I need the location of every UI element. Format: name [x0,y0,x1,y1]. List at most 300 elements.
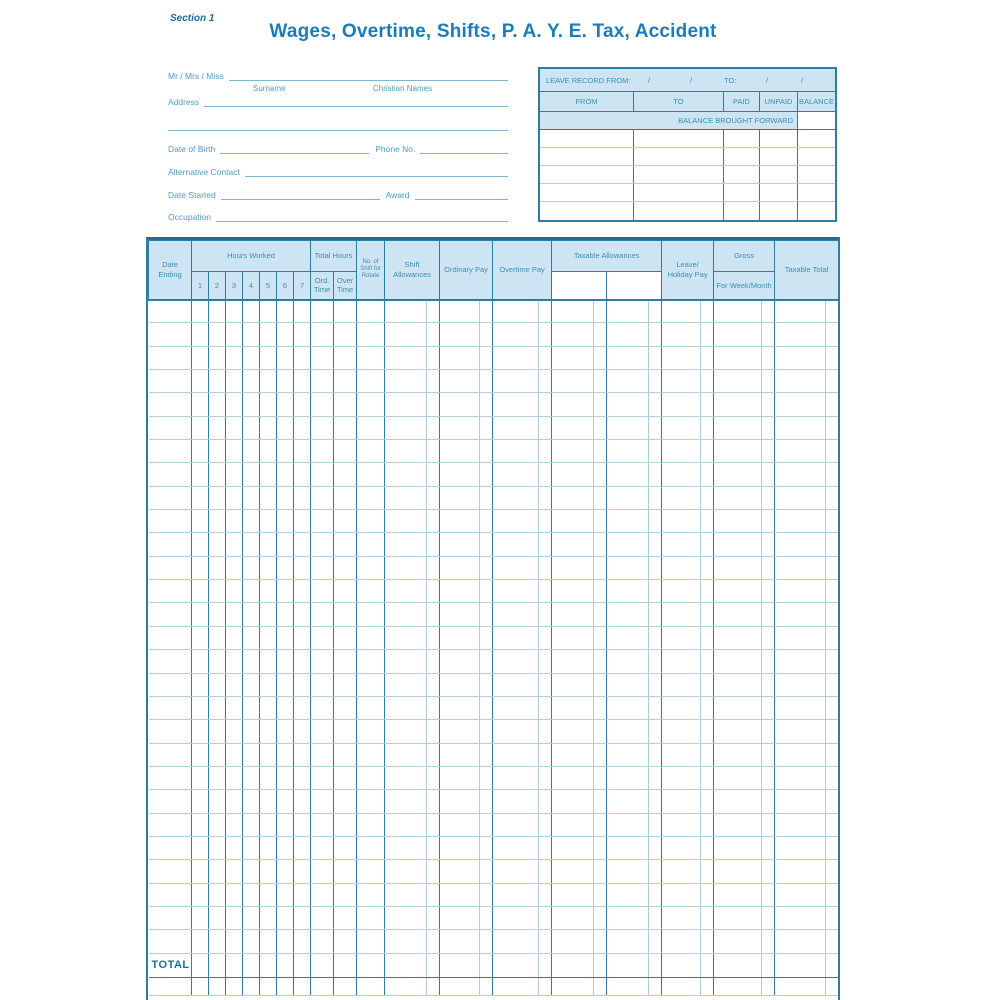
wages-cell [243,953,260,977]
wages-cell [649,930,662,953]
wages-cell [552,766,594,789]
wages-cell [552,486,594,509]
wages-cell [277,696,294,719]
wages-cell [480,766,493,789]
leave-record-cell [540,202,634,220]
wages-cell [552,603,594,626]
leave-record-cell [798,166,835,183]
wages-cell [480,860,493,883]
wages-cell [440,906,480,929]
wages-cell [714,440,762,463]
wages-cell [662,906,701,929]
wages-cell [649,906,662,929]
wages-cell [440,720,480,743]
wages-cell [539,813,552,836]
wages-cell [149,883,192,906]
wages-cell [192,556,209,579]
wages-cell [427,440,440,463]
wages-table-section [146,237,840,1000]
wages-cell [493,323,539,346]
wages-cell [311,370,334,393]
leave-record-cell [634,148,724,165]
wages-cell [480,300,493,323]
wages-cell [357,930,385,953]
wages-cell [294,416,311,439]
wages-cell [762,580,775,603]
wages-cell [427,906,440,929]
wages-cell [493,300,539,323]
wages-cell [826,766,839,789]
wages-cell [209,720,226,743]
wages-cell [775,300,826,323]
wages-cell [649,416,662,439]
wages-row [149,906,839,929]
wages-cell [357,790,385,813]
wages-cell [552,650,594,673]
wages-cell [440,766,480,789]
wages-cell [243,370,260,393]
wages-cell [385,813,427,836]
leave-record-cell [540,184,634,201]
wages-cell [149,626,192,649]
wages-cell [357,673,385,696]
wages-cell [209,323,226,346]
wages-cell [440,743,480,766]
wages-cell [311,626,334,649]
wages-cell [594,696,607,719]
wages-cell [277,416,294,439]
wages-cell [260,346,277,369]
wages-cell [334,393,357,416]
wages-row [149,323,839,346]
wages-cell [480,533,493,556]
wages-cell [294,813,311,836]
wages-cell [334,603,357,626]
wages-row [149,440,839,463]
wages-cell [480,416,493,439]
wages-cell [762,440,775,463]
wages-cell [701,580,714,603]
wages-cell [277,626,294,649]
wages-cell [294,580,311,603]
wages-cell [493,743,539,766]
wages-cell [192,953,209,977]
wages-cell [427,977,440,995]
wages-cell [334,813,357,836]
wages-cell [149,930,192,953]
wages-cell [539,883,552,906]
balance-brought-forward-cell [798,112,835,129]
col-header-shift-allowances: Shift Allowances [385,241,440,300]
wages-cell [294,463,311,486]
wages-cell [226,323,243,346]
wages-cell [385,323,427,346]
wages-cell [662,556,701,579]
wages-cell [357,766,385,789]
leave-record-cell [760,130,798,147]
leave-record-cell [540,130,634,147]
wages-cell [260,440,277,463]
wages-cell [552,720,594,743]
wages-cell [294,323,311,346]
wages-cell [294,720,311,743]
wages-cell [662,790,701,813]
wages-cell [209,953,226,977]
wages-cell [277,673,294,696]
wages-cell [714,883,762,906]
wages-cell [334,743,357,766]
wages-cell [662,813,701,836]
wages-cell [149,766,192,789]
wages-cell [357,463,385,486]
wages-cell [192,766,209,789]
wages-cell [714,533,762,556]
wages-row [149,860,839,883]
wages-cell [149,906,192,929]
wages-cell [226,673,243,696]
wages-cell [260,556,277,579]
wages-cell [277,906,294,929]
wages-cell [427,603,440,626]
wages-cell [385,790,427,813]
wages-cell [607,743,649,766]
wages-cell [427,370,440,393]
leave-record-cell [760,184,798,201]
wages-cell [192,370,209,393]
wages-cell [427,416,440,439]
wages-cell [260,673,277,696]
wages-cell [552,580,594,603]
wages-cell [440,953,480,977]
wages-cell [192,346,209,369]
wages-cell [334,883,357,906]
wages-cell [260,300,277,323]
wages-cell [701,860,714,883]
wages-cell [594,346,607,369]
address-input-line-2 [168,118,508,131]
wages-cell [701,930,714,953]
wages-cell [539,766,552,789]
wages-cell [294,790,311,813]
col-header-day-5: 5 [260,272,277,300]
wages-cell [209,650,226,673]
wages-cell [662,720,701,743]
wages-cell [714,906,762,929]
wages-cell [243,486,260,509]
wages-cell [762,556,775,579]
wages-cell [192,883,209,906]
wages-cell [357,626,385,649]
wages-cell [775,650,826,673]
wages-cell [294,440,311,463]
wages-cell [385,533,427,556]
wages-cell [649,346,662,369]
wages-cell [209,673,226,696]
wages-cell [594,743,607,766]
wages-cell [480,510,493,533]
wages-cell [714,556,762,579]
wages-row [149,300,839,323]
wages-cell [440,486,480,509]
wages-cell [357,300,385,323]
leave-record-table [538,67,837,222]
wages-cell [826,486,839,509]
wages-cell [192,416,209,439]
wages-cell [277,977,294,995]
wages-cell [357,860,385,883]
wages-cell [243,743,260,766]
wages-cell [762,346,775,369]
wages-table-body [149,300,839,996]
wages-cell [594,790,607,813]
wages-cell [427,813,440,836]
wages-cell [607,603,649,626]
wages-cell [594,300,607,323]
wages-cell [311,556,334,579]
wages-cell [701,370,714,393]
wages-cell [480,580,493,603]
wages-cell [385,603,427,626]
wages-cell [192,906,209,929]
wages-cell [662,650,701,673]
wages-cell [226,510,243,533]
wages-cell [149,510,192,533]
wages-cell [311,300,334,323]
wages-cell [357,370,385,393]
wages-cell [493,696,539,719]
col-header-leave-holiday-pay: Leave/ Holiday Pay [662,241,714,300]
wages-cell [826,906,839,929]
wages-cell [294,953,311,977]
wages-row [149,883,839,906]
wages-cell [385,860,427,883]
wages-cell [311,603,334,626]
wages-cell [149,556,192,579]
wages-cell [226,696,243,719]
wages-cell [552,977,594,995]
wages-cell [701,766,714,789]
wages-cell [826,977,839,995]
wages-cell [480,393,493,416]
wages-cell [714,510,762,533]
wages-cell [493,813,539,836]
wages-cell [493,720,539,743]
wages-cell [775,323,826,346]
wages-cell [385,930,427,953]
wages-cell [594,416,607,439]
wages-cell [260,393,277,416]
wages-cell [294,766,311,789]
wages-cell [607,323,649,346]
wages-cell [649,556,662,579]
wages-cell [480,743,493,766]
wages-cell [357,883,385,906]
wages-cell [552,300,594,323]
wages-cell [493,626,539,649]
wages-cell [226,766,243,789]
wages-cell [480,696,493,719]
wages-cell [701,720,714,743]
date-of-birth-label: Date of Birth [168,144,216,154]
wages-cell [357,836,385,859]
wages-cell [493,463,539,486]
wages-cell [243,416,260,439]
leave-record-cell [798,202,835,220]
wages-cell [226,953,243,977]
wages-cell [826,323,839,346]
occupation-field-row [168,209,508,222]
wages-cell [552,346,594,369]
wages-cell [762,813,775,836]
wages-cell [357,416,385,439]
wages-row [149,650,839,673]
wages-cell [714,673,762,696]
wages-cell [701,953,714,977]
wages-cell [539,440,552,463]
wages-cell [701,440,714,463]
wages-cell [649,953,662,977]
col-header-total-hours: Total Hours [311,241,357,272]
wages-cell [552,953,594,977]
wages-cell [427,836,440,859]
leave-col-paid: PAID [724,92,760,111]
wages-row [149,556,839,579]
wages-cell [762,673,775,696]
wages-cell [192,463,209,486]
wages-cell [209,977,226,995]
wages-cell [260,930,277,953]
wages-cell [701,883,714,906]
wages-cell [294,510,311,533]
wages-cell [594,440,607,463]
wages-cell [226,860,243,883]
wages-cell [277,533,294,556]
wages-cell [649,510,662,533]
wages-cell [552,906,594,929]
wages-cell [762,790,775,813]
wages-cell [480,463,493,486]
wages-cell [357,346,385,369]
address-field-row [168,94,508,107]
wages-cell [594,953,607,977]
wages-cell [277,720,294,743]
leave-record-cell [798,148,835,165]
wages-cell [260,626,277,649]
wages-cell [775,696,826,719]
dob-phone-field-row [168,141,508,154]
leave-record-cell [540,148,634,165]
wages-cell [493,346,539,369]
col-header-hours-worked: Hours Worked [192,241,311,272]
wages-cell [539,300,552,323]
wages-cell [260,650,277,673]
wages-cell [334,836,357,859]
alternative-contact-label: Alternative Contact [168,167,240,177]
wages-cell [277,883,294,906]
wages-cell [260,953,277,977]
wages-cell [594,906,607,929]
wages-row [149,510,839,533]
wages-cell [701,836,714,859]
wages-cell [149,533,192,556]
wages-cell [209,393,226,416]
wages-cell [385,463,427,486]
wages-cell [192,673,209,696]
wages-cell [607,930,649,953]
wages-cell [480,790,493,813]
leave-record-cell [724,148,760,165]
wages-cell [243,463,260,486]
leave-record-to-label: TO: [724,76,737,85]
wages-cell [539,416,552,439]
occupation-label: Occupation [168,212,211,222]
taxable-allowance-blank-cell-1 [552,272,607,300]
award-input-line [415,187,508,200]
wages-cell [311,650,334,673]
wages-cell [277,650,294,673]
wages-cell [493,393,539,416]
wages-cell [149,720,192,743]
wages-cell [649,766,662,789]
wages-cell [607,813,649,836]
wages-cell [440,416,480,439]
col-header-overtime-pay: Overtime Pay [493,241,552,300]
wages-cell [427,580,440,603]
wages-cell [385,416,427,439]
leave-record-cell [540,166,634,183]
wages-cell [357,650,385,673]
wages-cell [714,393,762,416]
wages-cell [294,346,311,369]
wages-cell [826,883,839,906]
wages-cell [552,836,594,859]
date-slash: / [648,76,651,85]
wages-cell [149,416,192,439]
wages-cell [607,650,649,673]
wages-cell [209,836,226,859]
wages-cell [192,836,209,859]
leave-col-to: TO [634,92,724,111]
wages-cell [662,486,701,509]
wages-cell [294,673,311,696]
taxable-allowance-blank-cell-2 [607,272,662,300]
wages-cell [493,930,539,953]
wages-cell [775,766,826,789]
wages-cell [775,743,826,766]
wages-cell [775,790,826,813]
wages-cell [493,953,539,977]
wages-cell [440,650,480,673]
wages-cell [440,977,480,995]
wages-cell [480,603,493,626]
wages-cell [385,720,427,743]
wages-cell [149,393,192,416]
occupation-input-line [216,209,508,222]
wages-cell [294,743,311,766]
wages-cell [701,416,714,439]
wages-cell [440,556,480,579]
wages-cell [440,510,480,533]
wages-cell [385,346,427,369]
wages-cell [243,696,260,719]
wages-cell [714,650,762,673]
wages-cell [662,393,701,416]
wages-cell [311,860,334,883]
wages-cell [662,370,701,393]
wages-cell [226,930,243,953]
wages-cell [714,860,762,883]
wages-cell [243,790,260,813]
